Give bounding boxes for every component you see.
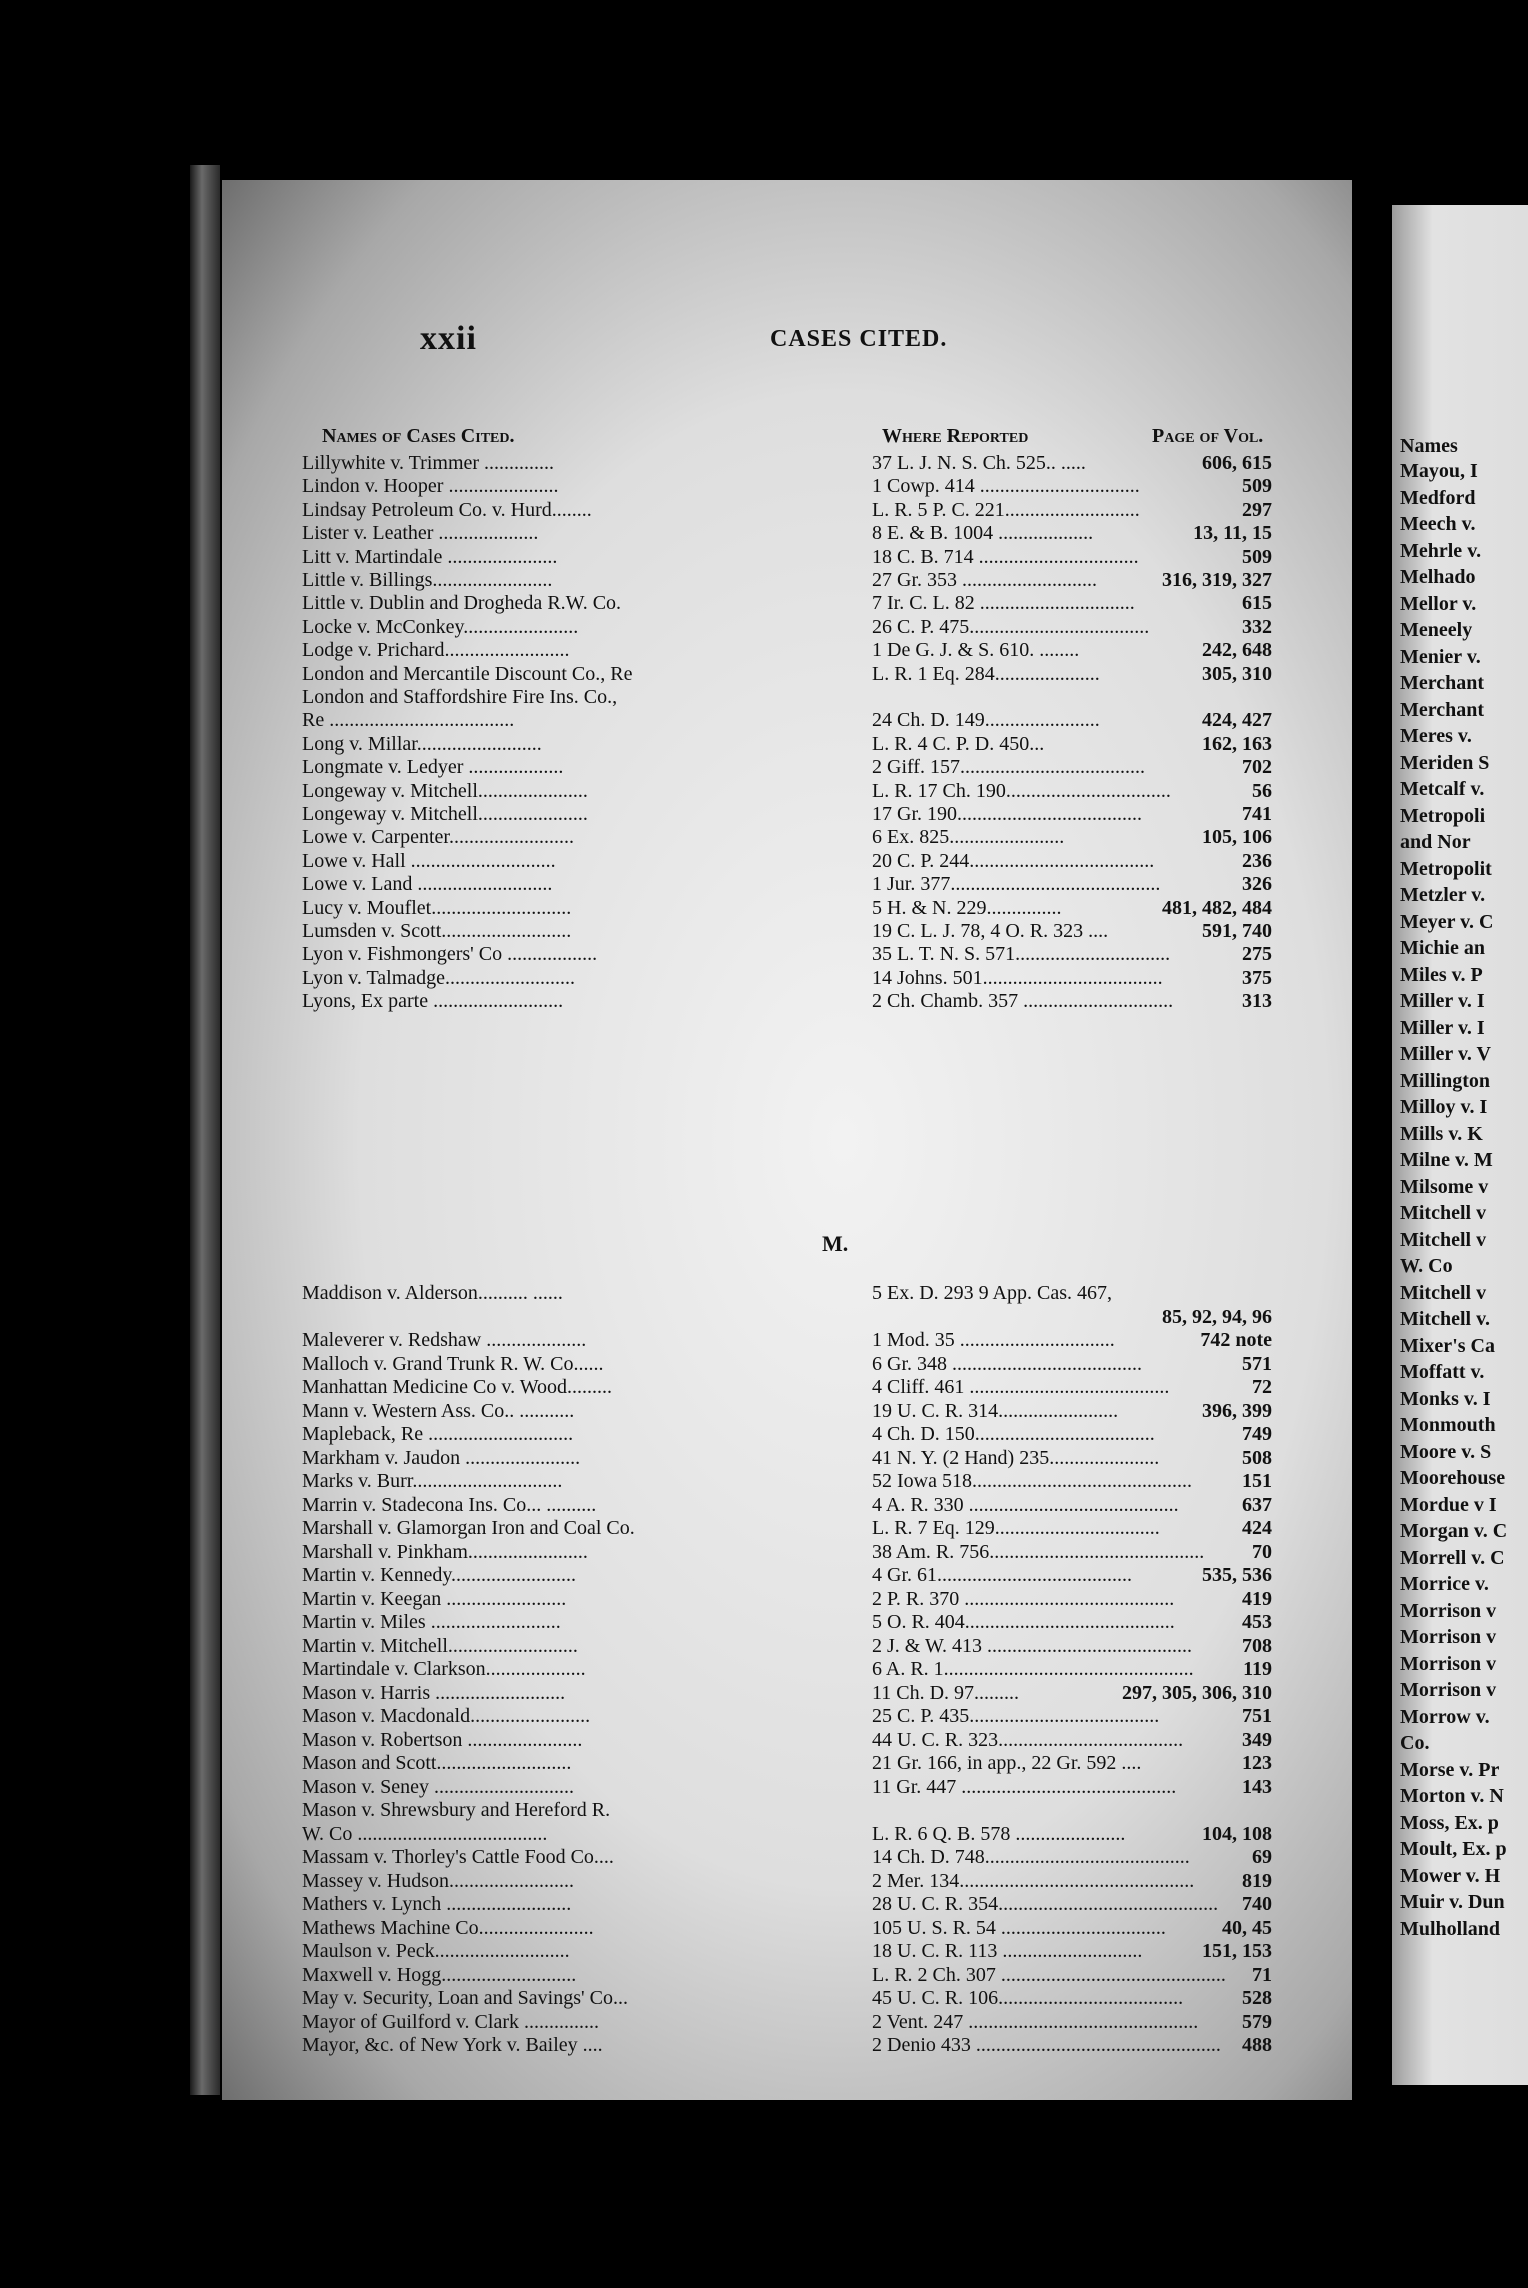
case-entry <box>222 1282 1352 1306</box>
case-name: Lowe v. Hall ............................. <box>302 849 556 872</box>
case-page: 297, 305, 306, 310 <box>1122 1681 1272 1704</box>
right-page-name: Morgan v. C <box>1400 1520 1508 1542</box>
right-page-name: Meech v. <box>1400 513 1476 535</box>
case-report: 2 Vent. 247 .............................................. <box>872 2010 1199 2033</box>
case-report: 4 A. R. 330 .......................................... <box>872 1493 1179 1516</box>
case-entry <box>222 639 1352 663</box>
case-page: 105, 106 <box>1202 826 1272 849</box>
case-report: L. R. 5 P. C. 221........................... <box>872 498 1140 521</box>
case-report: L. R. 1 Eq. 284..................... <box>872 662 1100 685</box>
case-name: Mapleback, Re ............................. <box>302 1423 574 1445</box>
case-name: Martin v. Keegan ........................ <box>302 1587 567 1610</box>
case-name: Lucy v. Mouflet............................ <box>302 896 572 919</box>
case-name: Lillywhite v. Trimmer .............. <box>302 452 555 474</box>
case-report: L. R. 7 Eq. 129................................. <box>872 1517 1160 1539</box>
case-entry <box>222 1329 1352 1353</box>
right-page-name: Mower v. H <box>1400 1864 1501 1887</box>
case-name: Maleverer v. Redshaw .................... <box>302 1329 587 1351</box>
case-name: Lodge v. Prichard......................... <box>302 639 570 662</box>
case-page: 509 <box>1242 545 1272 568</box>
right-page-name: Mitchell v <box>1400 1228 1487 1251</box>
case-entry <box>222 686 1352 710</box>
case-report: 4 Cliff. 461 ........................................ <box>872 1376 1170 1398</box>
case-entry <box>222 1917 1352 1941</box>
case-name: Massey v. Hudson......................... <box>302 1869 575 1892</box>
case-entry <box>222 1705 1352 1729</box>
right-page-name: Merchant <box>1400 698 1485 721</box>
right-page-name: Miller v. V <box>1400 1043 1491 1065</box>
case-entry <box>222 803 1352 827</box>
case-report: L. R. 17 Ch. 190................................. <box>872 779 1171 802</box>
case-page: 637 <box>1242 1493 1272 1516</box>
case-report: 52 Iowa 518............................................ <box>872 1470 1192 1492</box>
right-page-name: Meres v. <box>1400 725 1472 747</box>
case-report: 14 Johns. 501.................................... <box>872 966 1163 989</box>
case-page: 316, 319, 327 <box>1162 569 1272 591</box>
case-name: Longeway v. Mitchell...................... <box>302 779 588 802</box>
right-page-name: Meyer v. C <box>1400 910 1494 933</box>
case-entry <box>222 920 1352 944</box>
case-report: 17 Gr. 190..................................... <box>872 803 1142 825</box>
case-name: Mayor, &c. of New York v. Bailey .... <box>302 2034 603 2056</box>
case-name: Re ..................................... <box>302 709 515 732</box>
case-report: 4 Ch. D. 150.................................... <box>872 1423 1155 1445</box>
case-name: Lindon v. Hooper ...................... <box>302 475 559 498</box>
case-name: Longmate v. Ledyer ................... <box>302 756 564 779</box>
case-report: 1 Jur. 377.......................................... <box>872 873 1161 896</box>
case-page: 56 <box>1252 779 1272 802</box>
case-report: 21 Gr. 166, in app., 22 Gr. 592 .... <box>872 1752 1142 1774</box>
case-entry <box>222 1494 1352 1518</box>
case-page: 332 <box>1242 615 1272 638</box>
right-page-name: Milsome v <box>1400 1175 1489 1198</box>
right-page-name: Morrison v <box>1400 1626 1497 1648</box>
case-page: 69 <box>1252 1846 1272 1868</box>
right-page-name: Morrison v <box>1400 1599 1497 1622</box>
case-entry <box>222 780 1352 804</box>
case-entry <box>222 967 1352 991</box>
case-name: Mathers v. Lynch ......................... <box>302 1893 572 1915</box>
case-page: 424, 427 <box>1202 709 1272 732</box>
case-entry <box>222 663 1352 687</box>
case-entry <box>222 756 1352 780</box>
case-page: 275 <box>1242 943 1272 966</box>
case-entry <box>222 1658 1352 1682</box>
case-report: 6 Ex. 825....................... <box>872 826 1065 849</box>
case-report: 4 Gr. 61....................................... <box>872 1564 1132 1586</box>
case-entry <box>222 1306 1352 1330</box>
section-heading: M. <box>822 1231 849 1256</box>
right-page-name: Morrice v. <box>1400 1573 1489 1595</box>
case-report: 37 L. J. N. S. Ch. 525.. ..... <box>872 452 1086 474</box>
case-name: Malloch v. Grand Trunk R. W. Co...... <box>302 1352 604 1375</box>
case-name: May v. Security, Loan and Savings' Co... <box>302 1987 628 2009</box>
case-entry <box>222 1635 1352 1659</box>
right-page-name: Miller v. I <box>1400 990 1485 1012</box>
case-report: 26 C. P. 475.................................... <box>872 615 1150 638</box>
case-name: Mason and Scott........................... <box>302 1752 572 1774</box>
case-page: 751 <box>1242 1705 1272 1727</box>
case-entry <box>222 943 1352 967</box>
case-page: 528 <box>1242 1987 1272 2009</box>
case-report: 2 P. R. 370 .......................................... <box>872 1587 1175 1610</box>
case-report: 5 Ex. D. 293 9 App. Cas. 467, <box>872 1282 1112 1304</box>
right-page-name: Morrell v. C <box>1400 1546 1505 1569</box>
case-report: 25 C. P. 435...................................... <box>872 1705 1160 1727</box>
case-entry <box>222 1870 1352 1894</box>
case-name: London and Staffordshire Fire Ins. Co., <box>302 686 618 708</box>
right-page-name: Mitchell v <box>1400 1202 1487 1224</box>
case-page: 71 <box>1252 1963 1272 1986</box>
case-report: 1 Mod. 35 ............................... <box>872 1329 1115 1351</box>
case-entry <box>222 1541 1352 1565</box>
case-report: 19 U. C. R. 314........................ <box>872 1399 1119 1422</box>
case-page: 85, 92, 94, 96 <box>1162 1305 1272 1328</box>
case-page: 236 <box>1242 849 1272 872</box>
case-page: 571 <box>1242 1352 1272 1375</box>
case-report: L. R. 6 Q. B. 578 ...................... <box>872 1822 1126 1845</box>
case-name: Martin v. Kennedy......................... <box>302 1564 577 1586</box>
case-entry <box>222 1846 1352 1870</box>
case-page: 535, 536 <box>1202 1564 1272 1586</box>
case-page: 375 <box>1242 966 1272 989</box>
case-page: 162, 163 <box>1202 732 1272 755</box>
case-name: Lyons, Ex parte .......................... <box>302 990 564 1013</box>
case-name: Marks v. Burr.............................. <box>302 1470 563 1492</box>
case-name: Martin v. Miles .......................... <box>302 1611 561 1633</box>
case-name: Marshall v. Glamorgan Iron and Coal Co. <box>302 1517 635 1539</box>
right-page-name: Morton v. N <box>1400 1785 1504 1807</box>
case-report: 6 Gr. 348 ...................................... <box>872 1352 1142 1375</box>
case-name: W. Co ...................................... <box>302 1822 548 1845</box>
right-page-name: Melhado <box>1400 566 1476 588</box>
right-page-name: Muir v. Dun <box>1400 1891 1505 1913</box>
left-page <box>222 180 1352 2100</box>
case-page: 749 <box>1242 1423 1272 1445</box>
case-name: Massam v. Thorley's Cattle Food Co.... <box>302 1846 614 1868</box>
case-name: Markham v. Jaudon ....................... <box>302 1446 581 1469</box>
case-report: 2 Giff. 157..................................... <box>872 756 1145 779</box>
case-report: 8 E. & B. 1004 ................... <box>872 522 1094 545</box>
case-page: 509 <box>1242 475 1272 498</box>
column-header-page: Page of Vol. <box>1152 425 1264 447</box>
right-page-name: Moss, Ex. p <box>1400 1811 1499 1834</box>
case-entry <box>222 1588 1352 1612</box>
right-page-name: Mellor v. <box>1400 592 1477 615</box>
right-page-name: Morrow v. <box>1400 1705 1490 1728</box>
right-page-name: Monks v. I <box>1400 1387 1491 1410</box>
case-entry <box>222 499 1352 523</box>
right-page-name: Mayou, I <box>1400 460 1478 482</box>
case-name: Lumsden v. Scott.......................... <box>302 920 572 942</box>
case-entry <box>222 990 1352 1014</box>
case-entry <box>222 616 1352 640</box>
case-page: 488 <box>1242 2034 1272 2056</box>
case-entry <box>222 1682 1352 1706</box>
case-entry <box>222 1776 1352 1800</box>
case-name: Little v. Billings........................ <box>302 569 553 591</box>
case-report: 20 C. P. 244..................................... <box>872 849 1155 872</box>
case-name: Maulson v. Peck........................... <box>302 1940 570 1962</box>
right-page-header: Names <box>1400 435 1458 457</box>
case-entry <box>222 873 1352 897</box>
case-entry <box>222 826 1352 850</box>
case-page: 104, 108 <box>1202 1822 1272 1845</box>
case-name: Martin v. Mitchell.......................... <box>302 1634 578 1657</box>
right-page-name: Metropoli <box>1400 804 1486 827</box>
case-entry <box>222 1423 1352 1447</box>
case-name: Lowe v. Carpenter......................... <box>302 826 574 849</box>
case-name: Marrin v. Stadecona Ins. Co... .......... <box>302 1493 597 1516</box>
case-name: Mathews Machine Co....................... <box>302 1916 594 1939</box>
case-report: 27 Gr. 353 ........................... <box>872 569 1097 591</box>
case-name: Mason v. Robertson ....................... <box>302 1728 583 1751</box>
case-report: 1 De G. J. & S. 610. ........ <box>872 639 1080 662</box>
right-page-name: Milne v. M <box>1400 1149 1493 1171</box>
case-report: 41 N. Y. (2 Hand) 235...................... <box>872 1446 1160 1469</box>
case-report: 14 Ch. D. 748......................................... <box>872 1846 1190 1868</box>
right-page-name: Metzler v. <box>1400 884 1486 906</box>
page-title: CASES CITED. <box>770 326 948 352</box>
case-report: 44 U. C. R. 323..................................... <box>872 1728 1184 1751</box>
case-entry <box>222 1823 1352 1847</box>
case-entry <box>222 733 1352 757</box>
case-entry <box>222 1799 1352 1823</box>
case-report: 24 Ch. D. 149....................... <box>872 709 1100 732</box>
case-report: 11 Ch. D. 97......... <box>872 1681 1020 1704</box>
case-entry <box>222 1987 1352 2011</box>
case-entry <box>222 1447 1352 1471</box>
case-page: 508 <box>1242 1446 1272 1469</box>
right-page-name: Mehrle v. <box>1400 539 1482 562</box>
right-page-name: Medford <box>1400 486 1476 509</box>
case-page: 242, 648 <box>1202 639 1272 662</box>
case-entry <box>222 1752 1352 1776</box>
right-page-fragment <box>1392 205 1528 2085</box>
case-page: 40, 45 <box>1222 1916 1272 1939</box>
case-page: 70 <box>1252 1540 1272 1563</box>
case-report: 5 H. & N. 229............... <box>872 896 1062 919</box>
case-page: 453 <box>1242 1611 1272 1633</box>
right-page-name: Morrison v <box>1400 1652 1497 1675</box>
case-entry <box>222 2034 1352 2058</box>
case-name: Litt v. Martindale ...................... <box>302 545 558 568</box>
right-page-name: Moore v. S <box>1400 1440 1492 1463</box>
case-name: Lyon v. Fishmongers' Co .................. <box>302 943 598 966</box>
case-entry <box>222 1611 1352 1635</box>
right-page-name: Morrison v <box>1400 1679 1497 1701</box>
case-entry <box>222 1940 1352 1964</box>
case-page: 424 <box>1242 1517 1272 1539</box>
case-page: 326 <box>1242 873 1272 896</box>
column-header-names: Names of Cases Cited. <box>322 425 515 447</box>
case-report: 28 U. C. R. 354............................................ <box>872 1893 1219 1915</box>
right-page-name: Mitchell v. <box>1400 1308 1490 1330</box>
case-name: Longeway v. Mitchell...................... <box>302 803 588 825</box>
case-name: Lowe v. Land ........................... <box>302 873 553 896</box>
right-page-name: Millington <box>1400 1069 1491 1092</box>
right-page-name: Miles v. P <box>1400 963 1483 986</box>
case-page: 72 <box>1252 1376 1272 1398</box>
case-report: 105 U. S. R. 54 ................................. <box>872 1916 1166 1939</box>
right-page-name: Monmouth <box>1400 1414 1496 1436</box>
case-page: 297 <box>1242 498 1272 521</box>
right-page-name: Mixer's Ca <box>1400 1334 1495 1357</box>
case-report: L. R. 4 C. P. D. 450... <box>872 732 1045 755</box>
case-name: Long v. Millar......................... <box>302 732 542 755</box>
right-page-name: Mulholland <box>1400 1917 1501 1940</box>
case-report: 6 A. R. 1.................................................. <box>872 1658 1194 1680</box>
case-name: Maxwell v. Hogg........................... <box>302 1963 577 1986</box>
right-page-name: Mills v. K <box>1400 1122 1483 1145</box>
case-name: Marshall v. Pinkham........................ <box>302 1540 588 1563</box>
case-page: 313 <box>1242 990 1272 1013</box>
case-name: Locke v. McConkey....................... <box>302 615 579 638</box>
case-report: 2 Mer. 134............................................... <box>872 1869 1195 1892</box>
right-page-name: Miller v. I <box>1400 1016 1485 1039</box>
right-page-name: Menier v. <box>1400 645 1481 668</box>
case-report: 2 Ch. Chamb. 357 .............................. <box>872 990 1174 1013</box>
case-report: 1 Cowp. 414 ................................ <box>872 475 1140 498</box>
case-report: 2 Denio 433 ................................................. <box>872 2034 1221 2056</box>
case-name: Manhattan Medicine Co v. Wood......... <box>302 1376 613 1398</box>
case-name: Mann v. Western Ass. Co.. ........... <box>302 1399 575 1422</box>
case-report: 18 C. B. 714 ................................ <box>872 545 1139 568</box>
case-page: 579 <box>1242 2010 1272 2033</box>
case-page: 606, 615 <box>1202 452 1272 474</box>
column-header-where: Where Reported <box>882 425 1029 447</box>
right-page-name: Mitchell v <box>1400 1281 1487 1304</box>
case-entry <box>222 1564 1352 1588</box>
case-page: 819 <box>1242 1869 1272 1892</box>
case-name: Mayor of Guilford v. Clark ............... <box>302 2010 599 2033</box>
case-entry <box>222 1517 1352 1541</box>
case-report: L. R. 2 Ch. 307 ............................................. <box>872 1963 1226 1986</box>
case-name: Mason v. Seney ............................ <box>302 1775 575 1798</box>
case-page: 708 <box>1242 1634 1272 1657</box>
right-page-name: Merchant <box>1400 672 1485 694</box>
case-page: 419 <box>1242 1587 1272 1610</box>
case-entry <box>222 592 1352 616</box>
right-page-name: and Nor <box>1400 831 1471 853</box>
case-entry <box>222 897 1352 921</box>
case-page: 615 <box>1242 592 1272 615</box>
case-entry <box>222 709 1352 733</box>
right-page-name: Morse v. Pr <box>1400 1758 1500 1781</box>
case-report: 19 C. L. J. 78, 4 O. R. 323 .... <box>872 920 1109 942</box>
case-page: 13, 11, 15 <box>1193 522 1272 545</box>
case-report: 45 U. C. R. 106..................................... <box>872 1987 1184 2009</box>
case-entry <box>222 1353 1352 1377</box>
right-page-name: Milloy v. I <box>1400 1096 1488 1118</box>
right-page-name: Meneely <box>1400 619 1473 641</box>
case-entry <box>222 522 1352 546</box>
right-page-name: Co. <box>1400 1732 1430 1754</box>
case-report: 2 J. & W. 413 ......................................... <box>872 1634 1193 1657</box>
case-page: 702 <box>1242 756 1272 779</box>
case-report: 7 Ir. C. L. 82 ............................... <box>872 592 1135 615</box>
right-page-name: Moorehouse <box>1400 1467 1506 1489</box>
case-entry <box>222 569 1352 593</box>
case-report: 35 L. T. N. S. 571............................... <box>872 943 1171 966</box>
case-entry <box>222 1964 1352 1988</box>
case-name: London and Mercantile Discount Co., Re <box>302 662 633 685</box>
book-edge <box>190 165 220 2095</box>
right-page-name: Metropolit <box>1400 857 1492 880</box>
case-page: 151 <box>1242 1470 1272 1492</box>
case-page: 349 <box>1242 1728 1272 1751</box>
case-name: Mason v. Harris .......................... <box>302 1681 566 1704</box>
case-page: 591, 740 <box>1202 920 1272 942</box>
case-page: 396, 399 <box>1202 1399 1272 1422</box>
case-entry <box>222 546 1352 570</box>
case-name: Maddison v. Alderson.......... ...... <box>302 1282 563 1304</box>
right-page-name: Metcalf v. <box>1400 778 1485 800</box>
case-report: 11 Gr. 447 ........................................... <box>872 1775 1177 1798</box>
case-name: Mason v. Shrewsbury and Hereford R. <box>302 1799 611 1821</box>
case-entry <box>222 1893 1352 1917</box>
right-page-name: Meriden S <box>1400 751 1490 774</box>
right-page-name: Moffatt v. <box>1400 1361 1485 1383</box>
case-name: Martindale v. Clarkson.................... <box>302 1658 586 1680</box>
case-name: Mason v. Macdonald........................ <box>302 1705 591 1727</box>
right-page-name: Mordue v I <box>1400 1493 1497 1516</box>
case-page: 305, 310 <box>1202 662 1272 685</box>
right-page-name: W. Co <box>1400 1255 1453 1277</box>
case-report: 18 U. C. R. 113 ............................ <box>872 1940 1143 1962</box>
case-entry <box>222 1470 1352 1494</box>
case-page: 742 note <box>1200 1329 1272 1351</box>
case-page: 481, 482, 484 <box>1162 896 1272 919</box>
case-entry <box>222 850 1352 874</box>
case-report: 5 O. R. 404.......................................... <box>872 1611 1175 1633</box>
case-name: Lyon v. Talmadge.......................... <box>302 966 576 989</box>
case-entry <box>222 1376 1352 1400</box>
case-page: 119 <box>1243 1658 1272 1680</box>
case-name: Lister v. Leather .................... <box>302 522 539 545</box>
case-name: Lindsay Petroleum Co. v. Hurd........ <box>302 498 592 521</box>
case-page: 143 <box>1242 1775 1272 1798</box>
case-entry <box>222 452 1352 476</box>
case-entry <box>222 2011 1352 2035</box>
case-entry <box>222 1729 1352 1753</box>
page-number: xxii <box>420 320 477 357</box>
case-report: 38 Am. R. 756........................................... <box>872 1540 1205 1563</box>
case-page: 123 <box>1242 1752 1272 1774</box>
case-page: 740 <box>1242 1893 1272 1915</box>
case-page: 741 <box>1242 803 1272 825</box>
case-entry <box>222 1400 1352 1424</box>
case-page: 151, 153 <box>1202 1940 1272 1962</box>
right-page-name: Moult, Ex. p <box>1400 1838 1507 1860</box>
case-entry <box>222 475 1352 499</box>
right-page-name: Michie an <box>1400 937 1485 959</box>
case-name: Little v. Dublin and Drogheda R.W. Co. <box>302 592 622 615</box>
